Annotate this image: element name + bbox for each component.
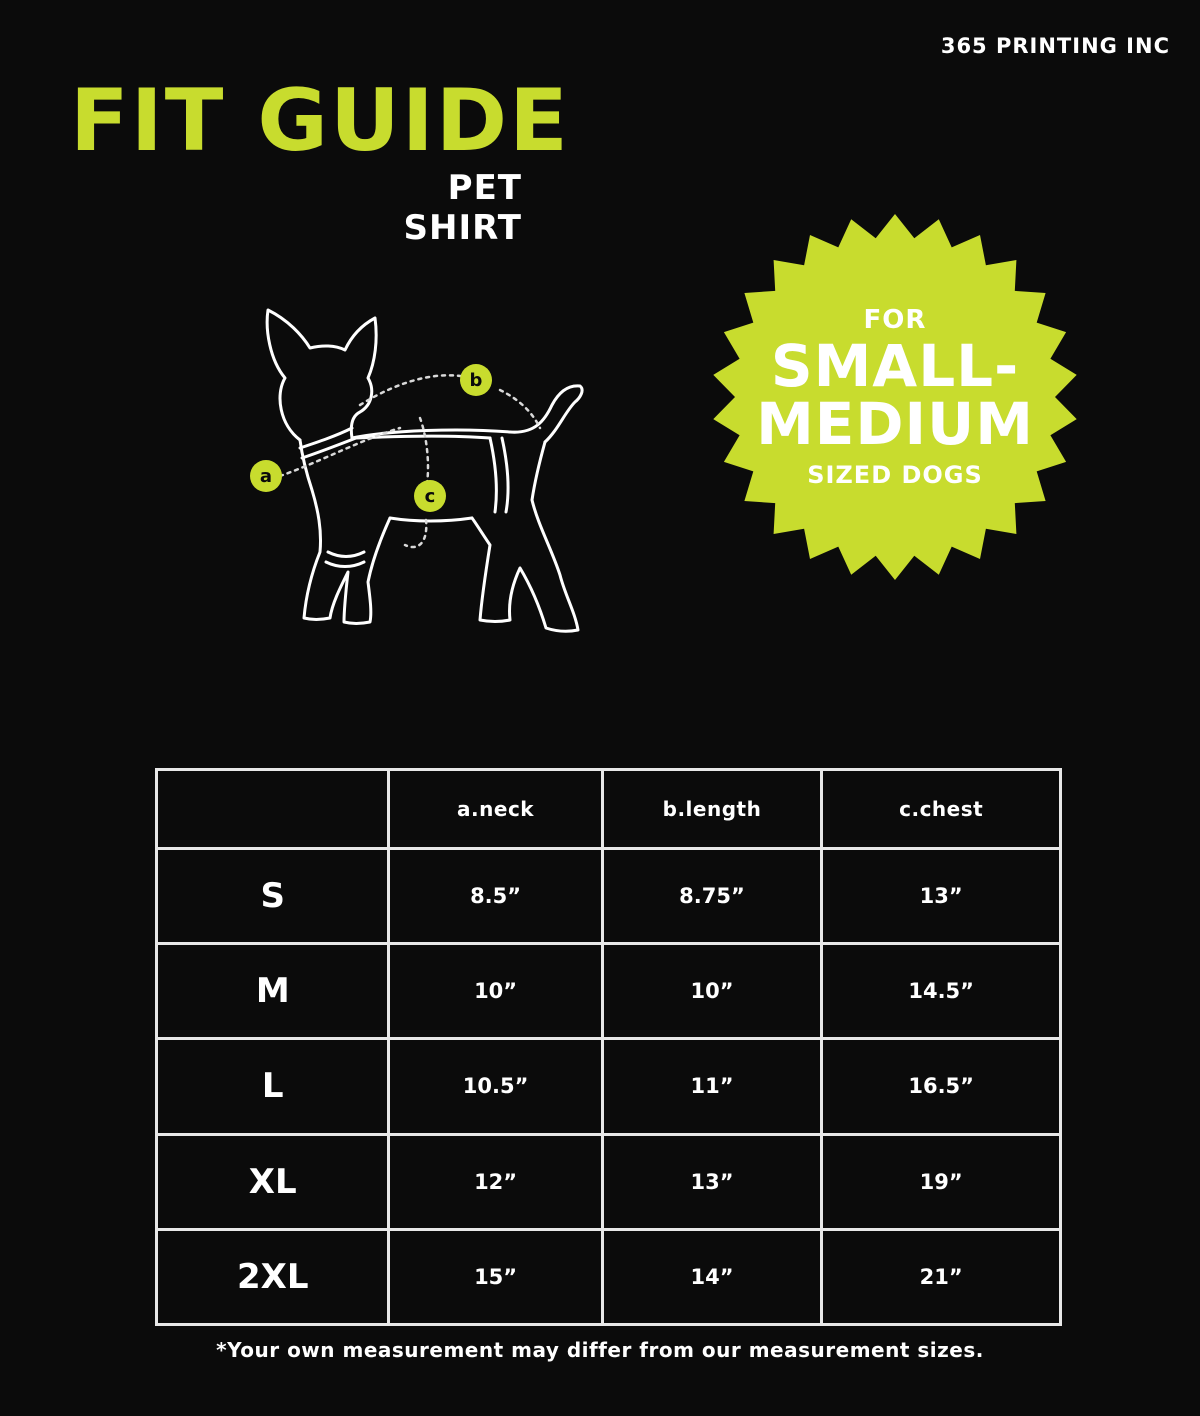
page-title: FIT GUIDE (70, 71, 570, 171)
table-row (157, 849, 1061, 944)
table-header-row (157, 770, 1061, 849)
svg-text:a: a (259, 466, 273, 487)
marker-b (460, 364, 492, 396)
chest-value: 19” (822, 1134, 1061, 1229)
neck-value: 10” (389, 944, 602, 1039)
table-row (157, 944, 1061, 1039)
marker-c (414, 480, 446, 512)
badge-sized-dogs-label: SIZED DOGS (807, 461, 983, 489)
header-corner-cell (157, 770, 389, 849)
neck-value: 8.5” (389, 849, 602, 944)
header-neck: a.neck (389, 770, 602, 849)
size-label: M (157, 944, 389, 1039)
table-row (157, 1134, 1061, 1229)
neck-value: 12” (389, 1134, 602, 1229)
chest-value: 16.5” (822, 1039, 1061, 1134)
svg-text:c: c (424, 486, 436, 507)
chest-value: 14.5” (822, 944, 1061, 1039)
badge-for-label: FOR (863, 305, 927, 335)
length-value: 8.75” (602, 849, 822, 944)
length-value: 13” (602, 1134, 822, 1229)
size-label: XL (157, 1134, 389, 1229)
header-length: b.length (602, 770, 822, 849)
brand-name: 365 PRINTING INC (940, 34, 1170, 58)
marker-a (250, 460, 282, 492)
header-chest: c.chest (822, 770, 1061, 849)
length-value: 11” (602, 1039, 822, 1134)
size-label: 2XL (157, 1229, 389, 1324)
chest-value: 21” (822, 1229, 1061, 1324)
size-label: L (157, 1039, 389, 1134)
size-label: S (157, 849, 389, 944)
table-row (157, 1229, 1061, 1324)
chest-value: 13” (822, 849, 1061, 944)
svg-text:b: b (469, 370, 483, 391)
dog-measurement-diagram (240, 290, 600, 640)
table-row (157, 1039, 1061, 1134)
neck-value: 10.5” (389, 1039, 602, 1134)
page-subtitle: PET SHIRT (403, 168, 522, 248)
badge-small-label: SMALL- (770, 332, 1020, 400)
neck-value: 15” (389, 1229, 602, 1324)
size-badge (710, 212, 1080, 582)
length-value: 14” (602, 1229, 822, 1324)
measurement-disclaimer: *Your own measurement may differ from our measurement sizes. (216, 1338, 984, 1362)
badge-medium-label: MEDIUM (756, 390, 1034, 458)
length-value: 10” (602, 944, 822, 1039)
size-chart-table (155, 768, 1062, 1326)
